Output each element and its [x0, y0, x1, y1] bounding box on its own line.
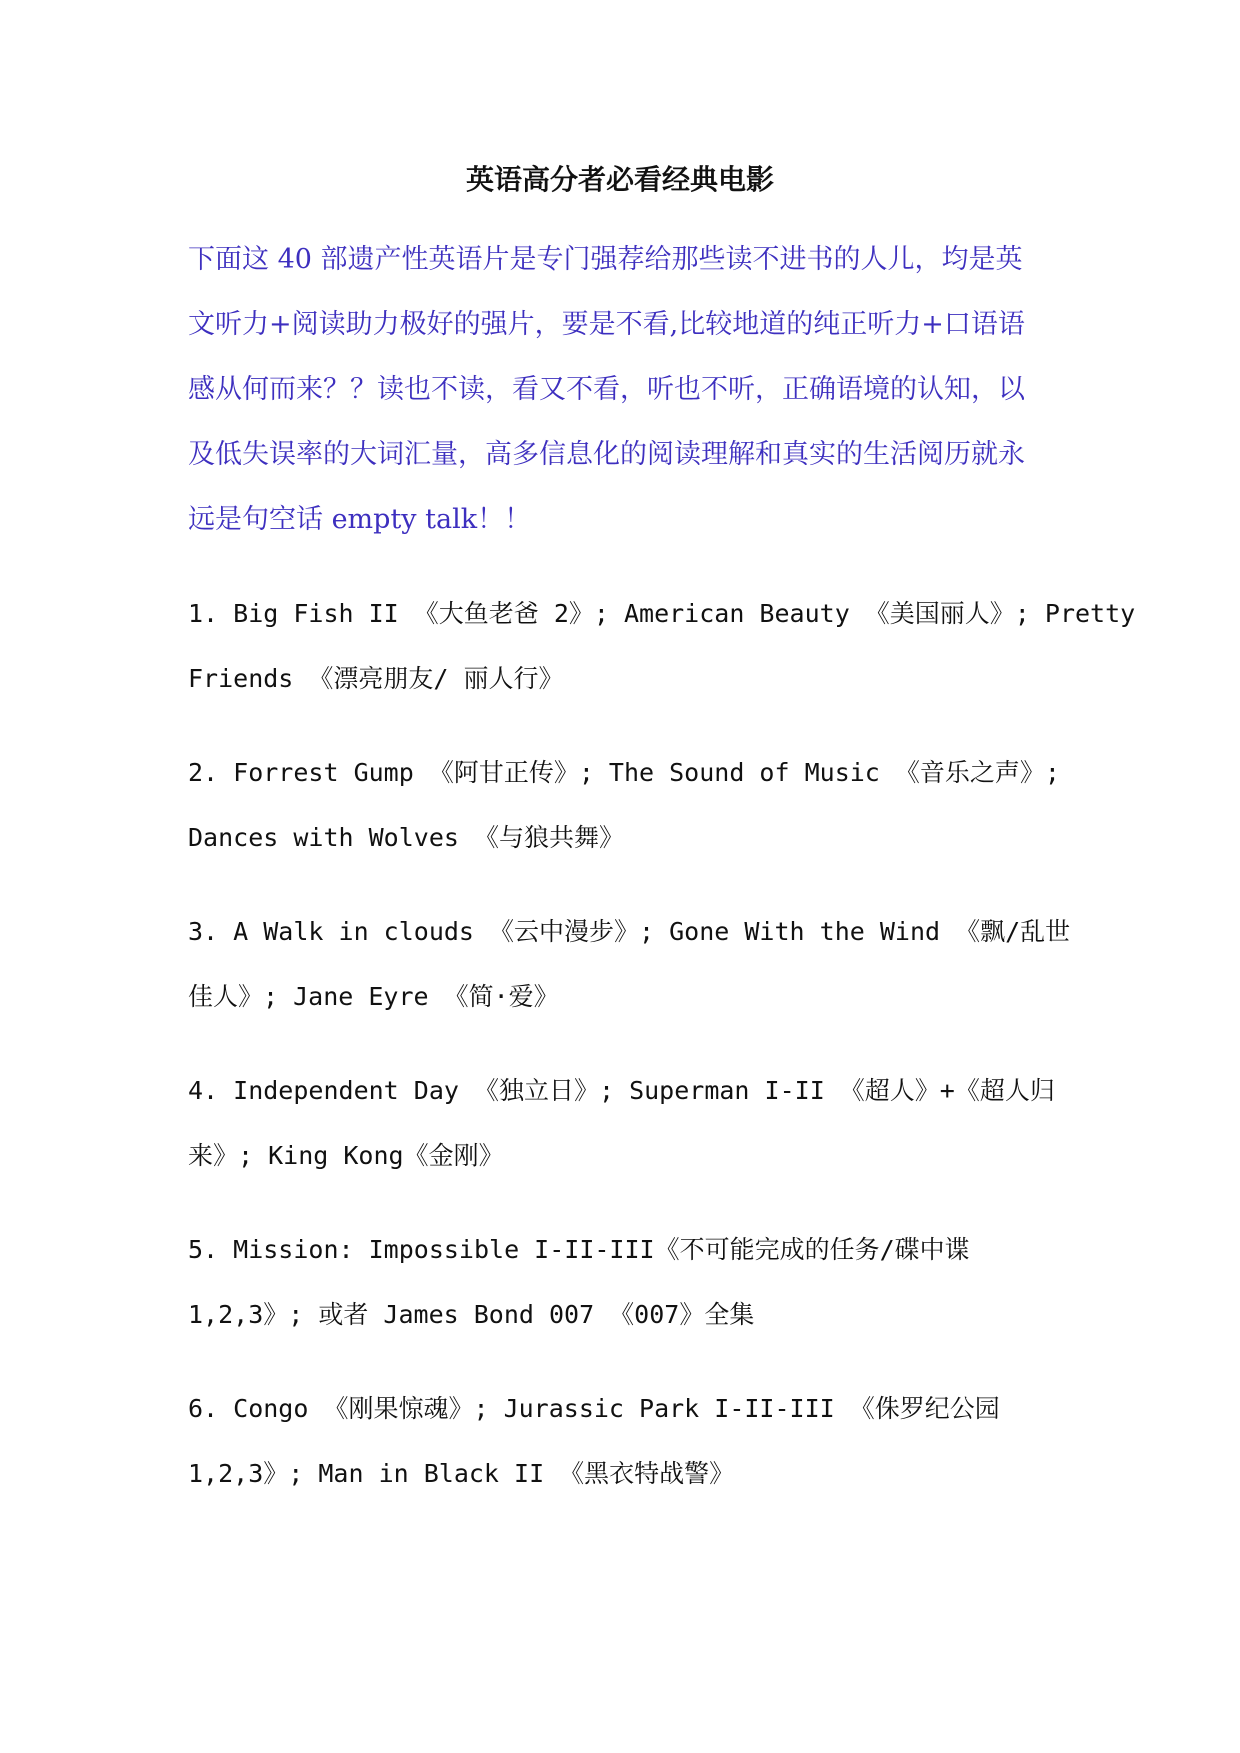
list-item-line: 4. Independent Day 《独立日》; Superman I-II 《超人》+《超人归 — [188, 1076, 1055, 1105]
list-item — [188, 899, 1128, 1058]
list-item-line: 5. Mission: Impossible I-II-III《不可能完成的任务/碟中谍 — [188, 1235, 970, 1264]
intro-line: 远是句空话 empty talk！！ — [188, 504, 532, 535]
intro-paragraph — [188, 227, 1068, 552]
intro-line: 下面这 40 部遗产性英语片是专门强荐给那些读不进书的人儿，均是英 — [188, 244, 1023, 275]
document-title: 英语高分者必看经典电影 — [465, 163, 774, 196]
movie-list — [188, 581, 1136, 1535]
list-item — [188, 740, 1128, 899]
list-item-line: 来》; King Kong《金刚》 — [188, 1141, 504, 1170]
intro-line: 文听力+阅读助力极好的强片，要是不看,比较地道的纯正听力+口语语 — [188, 309, 1025, 340]
list-item-line: Friends 《漂亮朋友/ 丽人行》 — [188, 664, 564, 693]
list-item-line: 1,2,3》; Man in Black II 《黑衣特战警》 — [188, 1459, 735, 1488]
list-item-line: 1,2,3》; 或者 James Bond 007 《007》全集 — [188, 1300, 755, 1329]
list-item-line: 佳人》; Jane Eyre 《简·爱》 — [188, 982, 559, 1011]
list-item — [188, 1058, 1128, 1217]
list-item-line: 1. Big Fish II 《大鱼老爸 2》; American Beauty 《美国丽人》; Pretty — [188, 599, 1136, 628]
list-item — [188, 1376, 1128, 1535]
list-item-line: Dances with Wolves 《与狼共舞》 — [188, 823, 624, 852]
list-item — [188, 581, 1136, 740]
list-item-line: 3. A Walk in clouds 《云中漫步》; Gone With the Wind 《飘/乱世 — [188, 917, 1071, 946]
list-item-line: 2. Forrest Gump 《阿甘正传》; The Sound of Music 《音乐之声》; — [188, 758, 1060, 787]
intro-line: 及低失误率的大词汇量，高多信息化的阅读理解和真实的生活阅历就永 — [188, 439, 1025, 470]
list-item — [188, 1217, 1128, 1376]
list-item-line: 6. Congo 《刚果惊魂》; Jurassic Park I-II-III 《侏罗纪公园 — [188, 1394, 1000, 1423]
intro-line: 感从何而来？？读也不读，看又不看，听也不听，正确语境的认知，以 — [188, 374, 1025, 405]
